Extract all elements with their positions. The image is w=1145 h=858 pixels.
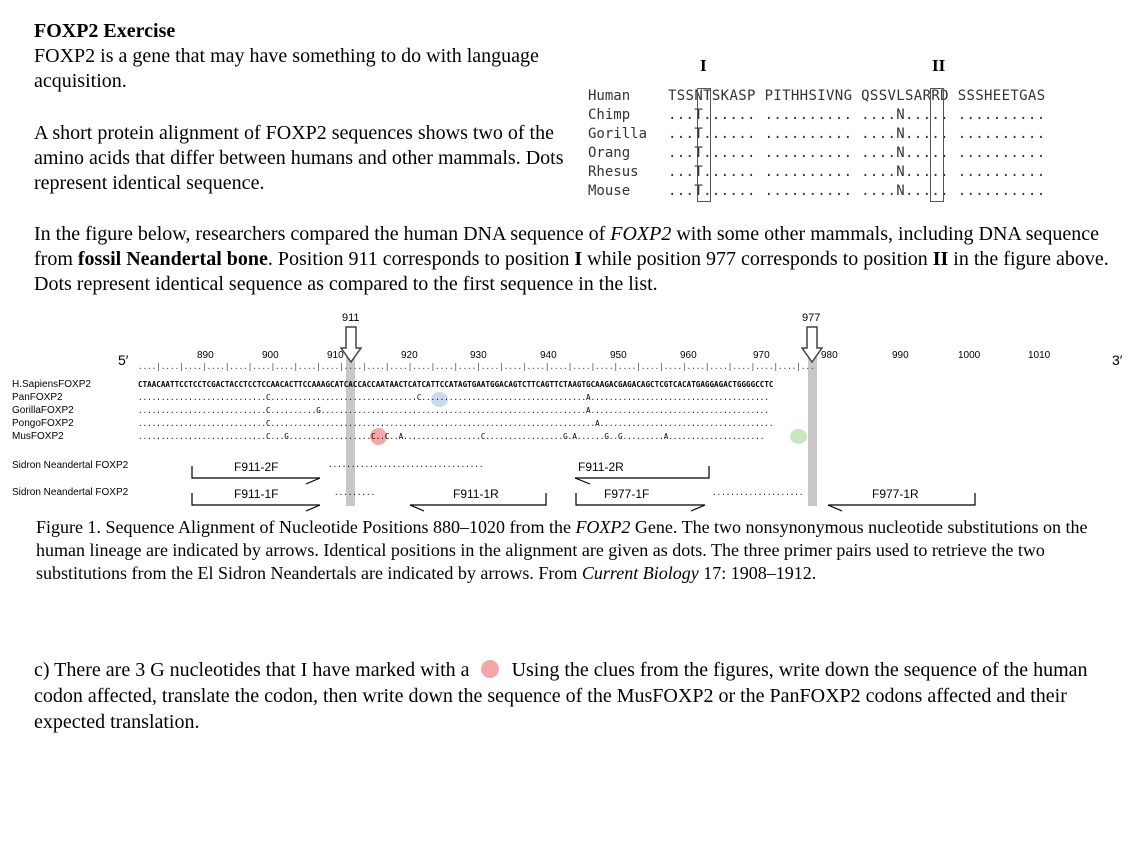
tick-label: 1010 [1028, 350, 1051, 361]
neandertal-sequence: ......... [334, 488, 376, 497]
species-name: Gorilla [588, 126, 648, 142]
species-name: Rhesus [588, 164, 639, 180]
caption-text: 17: 1908–1912. [698, 563, 817, 583]
figure-description-text: . Position 911 corresponds to position [267, 248, 575, 270]
position-mark-two: II [932, 56, 946, 75]
protein-sequence: ...T...... .......... ....N..... .......... [668, 126, 1046, 142]
position-one-box [697, 88, 711, 202]
position-two-label: II [932, 248, 949, 270]
question-text: c) There are 3 G nucleotides that I have marked with a [34, 659, 470, 681]
tick-label: 910 [327, 350, 344, 361]
position-mark-one: I [700, 56, 707, 75]
protein-sequence: ...T...... .......... ....N..... .......... [668, 145, 1046, 161]
tick-label: 900 [262, 350, 279, 361]
three-prime-label: 3′ [1112, 352, 1123, 368]
figure-description-text: In the figure below, researchers compared the human DNA sequence of [34, 223, 611, 245]
primer-label: F911-1F [234, 487, 279, 501]
figure-description-text: in the figure above. Dots represent identical sequence as compared to the first sequence in the list. [34, 248, 1109, 295]
protein-sequence: ...T...... .......... ....N..... .......... [668, 107, 1046, 123]
down-arrow-icon [801, 326, 823, 364]
arrow-label-911: 911 [342, 312, 360, 324]
neandertal-sequence: .................................. [328, 460, 484, 469]
arrow-label-977: 977 [802, 312, 821, 324]
primer-label: F911-1R [453, 487, 499, 501]
tick-label: 890 [197, 350, 214, 361]
neandertal-label: Sidron Neandertal FOXP2 [12, 460, 129, 471]
question-text: Using the clues from the figures, write down the sequence of the human codon affected, translate the codon, then write down the sequence of the MusFOXP2 or the PanFOXP2 codons affected and their expected translation. [34, 659, 1088, 733]
pink-marker-icon [481, 660, 499, 678]
tick-label: 980 [821, 350, 838, 361]
intro-paragraph: FOXP2 is a gene that may have something to do with language acquisition. [34, 45, 539, 92]
tick-label: 960 [680, 350, 697, 361]
tick-label: 970 [753, 350, 770, 361]
five-prime-label: 5′ [118, 352, 129, 368]
sequence-name: GorillaFOXP2 [12, 405, 74, 416]
primer-arrows [0, 456, 1145, 512]
page-title: FOXP2 Exercise [34, 20, 176, 42]
gene-name: FOXP2 [575, 517, 631, 537]
tick-label: 920 [401, 350, 418, 361]
position-two-box [930, 88, 944, 202]
caption-text: Gene. The two nonsynonymous nucleotide substitutions on the human lineage are indicated by arrows. Identical positions in the alignment are given as dots. The three primer pairs used to retrieve the two substitutions from the El Sidron Neandertals are indicated by arrows. From [36, 517, 1088, 583]
tick-label: 950 [610, 350, 627, 361]
neandertal-label: Sidron Neandertal FOXP2 [12, 487, 129, 498]
question-c [34, 657, 1124, 735]
species-name: Chimp [588, 107, 631, 123]
tick-label: 940 [540, 350, 557, 361]
alignment-description: A short protein alignment of FOXP2 sequences shows two of the amino acids that differ between humans and other mammals. Dots represent identical sequence. [34, 122, 564, 194]
primer-label: F977-1R [872, 487, 919, 501]
protein-sequence: TSSNTSKASP PITHHSIVNG QSSVLSARRD SSSHEETGAS [668, 88, 1046, 104]
dna-sequence: ............................C................................C....................................A....................................... [138, 393, 769, 402]
fossil-neandertal-bone: fossil Neandertal bone [77, 248, 268, 270]
protein-sequence: ...T...... .......... ....N..... .......... [668, 164, 1046, 180]
position-ruler: ....|....|....|....|....|....|....|....|....|....|....|....|....|....|....|....|....|....|....|....|....|....|....|....|....|....|....|....|....|... [138, 362, 815, 371]
sequence-name: MusFOXP2 [12, 431, 64, 442]
journal-name: Current Biology [581, 563, 699, 583]
sequence-name: PanFOXP2 [12, 392, 63, 403]
dna-sequence: ............................C..........G..........................................................A....................................... [138, 406, 769, 415]
gene-name: FOXP2 [610, 223, 672, 245]
species-name: Orang [588, 145, 631, 161]
protein-sequence: ...T...... .......... ....N..... .......... [668, 183, 1046, 199]
neandertal-sequence: .................... [712, 488, 804, 497]
figure-description [34, 222, 1114, 297]
primer-label: F911-2R [578, 460, 624, 474]
primer-label: F977-1F [604, 487, 650, 501]
tick-label: 990 [892, 350, 909, 361]
tick-label: 930 [470, 350, 487, 361]
highlight-circle-green [790, 429, 807, 444]
species-name: Human [588, 88, 631, 104]
caption-text: Figure 1. Sequence Alignment of Nucleotide Positions 880–1020 from the [36, 517, 576, 537]
figure-caption [36, 516, 1136, 585]
species-name: Mouse [588, 183, 631, 199]
dna-alignment-figure [0, 306, 1145, 512]
tick-label: 1000 [958, 350, 981, 361]
sequence-name: H.SapiensFOXP2 [12, 379, 91, 390]
figure-description-text: while position 977 corresponds to position [582, 248, 933, 270]
sequence-name: PongoFOXP2 [12, 418, 74, 429]
figure-description-text: with some other mammals, including DNA sequence from [34, 223, 1100, 270]
primer-label: F911-2F [234, 460, 279, 474]
dna-sequence: CTAACAATTCCTCCTCGACTACCTCCTCCAACACTTCCAAAGCATCACCACCAATAACTCATCATTCCATAGTGAATGGACAGTCTTCAGTTCTAAGTGCAAGACGAGACAGCTCGTCACATGAGGAGACTGGGGCCTC [138, 380, 774, 389]
dna-sequence: ............................C.......................................................................A...................................... [138, 419, 774, 428]
position-one-label: I [574, 248, 583, 270]
dna-sequence: ............................C...G..................C..C..A.................C.................G.A......G..G.........A..................... [138, 432, 765, 441]
